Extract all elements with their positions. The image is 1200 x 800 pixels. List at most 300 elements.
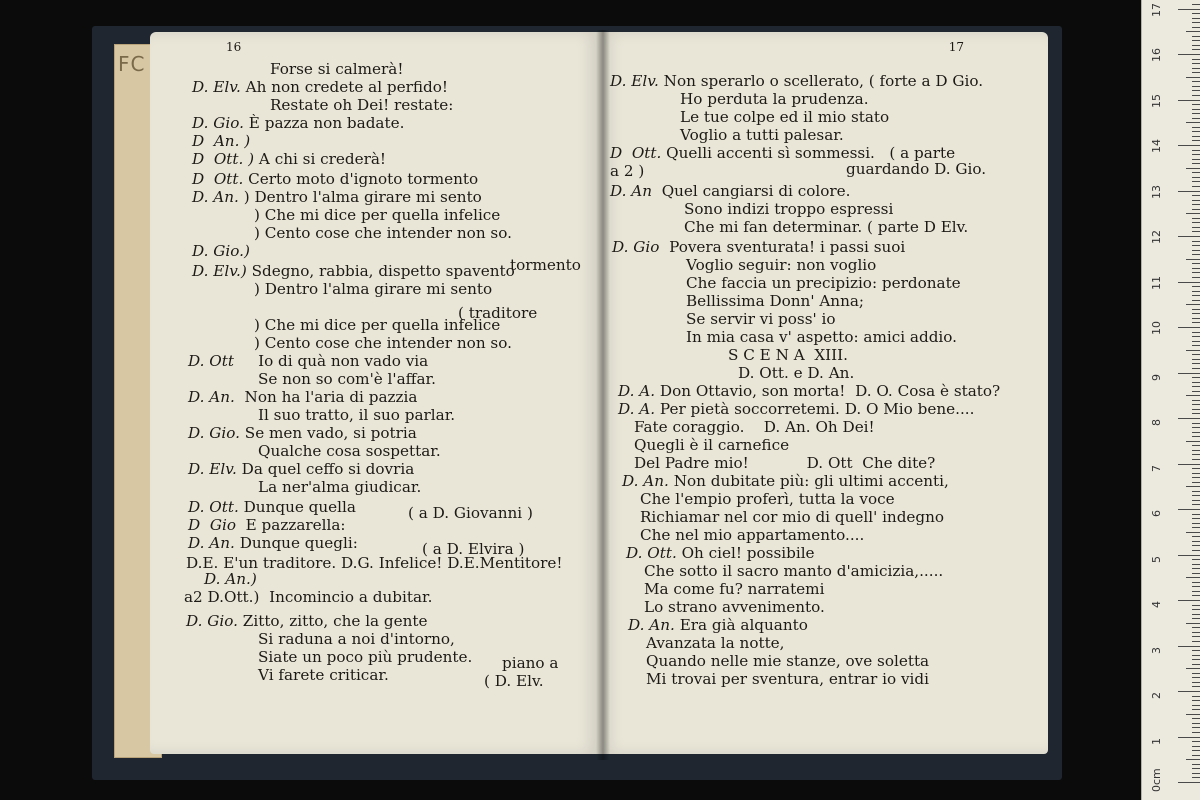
cover-label: FC — [118, 52, 146, 76]
verse-text: a2 D.Ott.) Incomincio a dubitar. — [184, 588, 433, 606]
ruler-tick — [1192, 59, 1200, 60]
ruler-tick — [1192, 609, 1200, 610]
speaker-label: D. An. — [188, 534, 235, 552]
text-line — [646, 670, 929, 689]
text-line — [680, 126, 844, 145]
text-line — [644, 598, 825, 617]
verse-text: Qualche cosa sospettar. — [258, 442, 441, 460]
ruler-number: 11 — [1150, 275, 1163, 290]
text-line — [188, 424, 417, 443]
ruler-tick — [1186, 623, 1200, 624]
ruler-tick — [1192, 523, 1200, 524]
verse-text: Da quel ceffo si dovria — [236, 460, 415, 478]
speaker-label: D. Gio. — [188, 424, 240, 442]
verse-text: Certo moto d'ignoto tormento — [243, 170, 479, 188]
ruler-number: 10 — [1150, 321, 1163, 335]
text-line — [634, 436, 789, 455]
ruler-tick — [1192, 404, 1200, 405]
ruler-tick — [1192, 118, 1200, 119]
ruler-tick — [1192, 386, 1200, 387]
text-line — [188, 388, 417, 407]
text-line — [186, 612, 428, 631]
speaker-label: D. Gio. — [186, 612, 238, 630]
verse-text: Che nel mio appartamento.... — [640, 526, 865, 544]
verse-text: Era già alquanto — [674, 616, 808, 634]
ruler-tick — [1192, 22, 1200, 23]
ruler-number: 2 — [1150, 692, 1163, 699]
ruler-tick — [1178, 236, 1200, 237]
verse-text: Se servir vi poss' io — [686, 310, 836, 328]
ruler-tick — [1192, 450, 1200, 451]
ruler-number: 8 — [1150, 419, 1163, 426]
text-line — [686, 328, 957, 347]
measuring-ruler — [1141, 0, 1200, 800]
verse-text: Non ha l'aria di pazzia — [234, 388, 418, 406]
ruler-tick — [1192, 636, 1200, 637]
ruler-tick — [1192, 427, 1200, 428]
speaker-label: D. An.) — [204, 570, 257, 588]
ruler-tick — [1178, 54, 1200, 55]
text-line — [628, 616, 808, 635]
ruler-tick — [1192, 750, 1200, 751]
text-line — [258, 370, 436, 389]
ruler-number: 14 — [1150, 139, 1163, 153]
ruler-tick — [1192, 746, 1200, 747]
ruler-number: 1 — [1150, 737, 1163, 745]
ruler-tick — [1178, 555, 1200, 556]
text-line — [192, 114, 404, 133]
ruler-tick — [1186, 77, 1200, 78]
verse-text: ) Che mi dice per quella infelice — [254, 316, 501, 334]
verse-text: Fate coraggio. D. An. Oh Dei! — [634, 418, 875, 436]
speaker-label: D. Gio.) — [192, 242, 250, 260]
ruler-number: 13 — [1150, 184, 1163, 199]
text-line — [646, 652, 929, 671]
text-line — [684, 200, 893, 219]
ruler-tick — [1192, 382, 1200, 383]
ruler-tick — [1192, 113, 1200, 114]
verse-text: Sono indizi troppo espressi — [684, 200, 894, 218]
left-page — [150, 32, 600, 754]
verse-text: Del Padre mio! D. Ott Che dite? — [634, 454, 936, 472]
text-line — [258, 442, 441, 461]
ruler-tick — [1186, 31, 1200, 32]
ruler-tick — [1192, 309, 1200, 310]
speaker-label: D. A. — [618, 400, 656, 418]
ruler-tick — [1192, 564, 1200, 565]
ruler-tick — [1192, 641, 1200, 642]
verse-text: Lo strano avvenimento. — [644, 598, 825, 616]
text-line — [686, 256, 876, 275]
text-line — [188, 352, 428, 371]
ruler-tick — [1192, 341, 1200, 342]
speaker-label: D. Ott. — [188, 498, 239, 516]
speaker-label: D Gio — [188, 516, 236, 534]
ruler-tick — [1192, 727, 1200, 728]
ruler-tick — [1192, 318, 1200, 319]
ruler-tick — [1192, 172, 1200, 173]
ruler-tick — [1192, 268, 1200, 269]
ruler-tick — [1192, 723, 1200, 724]
ruler-number: 5 — [1150, 555, 1163, 563]
ruler-tick — [1192, 204, 1200, 205]
speaker-label: D An. ) — [192, 132, 251, 150]
text-line — [634, 418, 875, 437]
text-line — [188, 534, 358, 553]
verse-text: Ho perduta la prudenza. — [680, 90, 869, 108]
text-line — [192, 150, 386, 169]
speaker-label: D. Elv.) — [192, 262, 247, 280]
verse-text: E pazzarella: — [235, 516, 346, 534]
text-line — [502, 654, 558, 673]
ruler-tick — [1192, 209, 1200, 210]
text-line — [192, 170, 478, 189]
ruler-tick — [1192, 150, 1200, 151]
ruler-tick — [1192, 300, 1200, 301]
ruler-tick — [1192, 159, 1200, 160]
ruler-tick — [1192, 36, 1200, 37]
ruler-tick — [1192, 514, 1200, 515]
text-line — [270, 60, 403, 79]
verse-text: S C E N A XIII. — [728, 346, 848, 364]
ruler-number: 3 — [1150, 646, 1163, 654]
verse-text: Quel cangiarsi di colore. — [652, 182, 851, 200]
ruler-number: 16 — [1150, 48, 1163, 62]
verse-text: Il suo tratto, il suo parlar. — [258, 406, 456, 424]
ruler-tick — [1192, 468, 1200, 469]
ruler-tick — [1192, 436, 1200, 437]
text-line — [408, 504, 533, 523]
verse-text: Vi farete criticar. — [258, 666, 389, 684]
ruler-tick — [1186, 668, 1200, 669]
ruler-tick — [1192, 432, 1200, 433]
ruler-tick — [1192, 195, 1200, 196]
verse-text: Zitto, zitto, che la gente — [237, 612, 428, 630]
ruler-tick — [1192, 500, 1200, 501]
ruler-tick — [1192, 163, 1200, 164]
text-line — [510, 256, 581, 275]
verse-text: Che sotto il sacro manto d'amicizia,..... — [644, 562, 944, 580]
ruler-tick — [1192, 222, 1200, 223]
text-line — [610, 72, 983, 91]
verse-text: Io di quà non vado via — [233, 352, 429, 370]
ruler-tick — [1186, 213, 1200, 214]
verse-text: In mia casa v' aspetto: amici addio. — [686, 328, 957, 346]
text-line — [612, 238, 905, 257]
ruler-tick — [1192, 550, 1200, 551]
verse-text: Quando nelle mie stanze, ove soletta — [646, 652, 930, 670]
ruler-tick — [1178, 418, 1200, 419]
text-line — [184, 588, 432, 607]
ruler-tick — [1192, 777, 1200, 778]
ruler-tick — [1192, 595, 1200, 596]
ruler-tick — [1192, 582, 1200, 583]
ruler-tick — [1192, 473, 1200, 474]
ruler-tick — [1192, 277, 1200, 278]
text-line — [258, 478, 421, 497]
ruler-tick — [1192, 536, 1200, 537]
text-line — [188, 498, 356, 517]
ruler-tick — [1186, 122, 1200, 123]
speaker-label: D. A. — [618, 382, 656, 400]
speaker-label: D. Ott. — [626, 544, 677, 562]
ruler-tick — [1192, 504, 1200, 505]
verse-text: ( a D. Giovanni ) — [408, 504, 533, 522]
speaker-label: D. An — [610, 182, 653, 200]
ruler-number: 15 — [1150, 93, 1163, 108]
verse-text: Dunque quella — [238, 498, 356, 516]
speaker-label: D. Elv. — [610, 72, 659, 90]
ruler-tick — [1192, 18, 1200, 19]
ruler-tick — [1192, 482, 1200, 483]
ruler-tick — [1192, 227, 1200, 228]
ruler-tick — [1192, 354, 1200, 355]
ruler-tick — [1192, 332, 1200, 333]
ruler-tick — [1178, 373, 1200, 374]
text-line — [644, 562, 943, 581]
verse-text: Bellissima Donn' Anna; — [686, 292, 865, 310]
text-line — [192, 262, 515, 281]
verse-text: Sdegno, rabbia, dispetto spavento — [246, 262, 515, 280]
ruler-tick — [1192, 254, 1200, 255]
ruler-tick — [1192, 764, 1200, 765]
ruler-tick — [1192, 218, 1200, 219]
text-line — [738, 364, 854, 383]
ruler-tick — [1192, 109, 1200, 110]
text-line — [626, 544, 815, 563]
verse-text: piano a — [502, 654, 559, 672]
ruler-tick — [1192, 391, 1200, 392]
ruler-tick — [1178, 509, 1200, 510]
ruler-tick — [1192, 709, 1200, 710]
ruler-number: 7 — [1150, 464, 1163, 472]
speaker-label: D. Elv. — [188, 460, 237, 478]
ruler-tick — [1192, 359, 1200, 360]
verse-text: Richiamar nel cor mio di quell' indegno — [640, 508, 945, 526]
verse-text: Avanzata la notte, — [646, 634, 785, 652]
ruler-tick — [1186, 486, 1200, 487]
text-line — [254, 206, 500, 225]
ruler-tick — [1192, 673, 1200, 674]
ruler-tick — [1186, 441, 1200, 442]
verse-text: La ner'alma giudicar. — [258, 478, 422, 496]
text-line — [618, 382, 1000, 401]
verse-text: Se non so com'è l'affar. — [258, 370, 436, 388]
ruler-tick — [1178, 646, 1200, 647]
ruler-tick — [1192, 136, 1200, 137]
ruler-tick — [1192, 527, 1200, 528]
speaker-label: D Ott. — [192, 170, 244, 188]
ruler-number: 12 — [1150, 230, 1163, 244]
ruler-tick — [1178, 282, 1200, 283]
ruler-tick — [1192, 541, 1200, 542]
text-line — [258, 666, 389, 685]
ruler-tick — [1192, 231, 1200, 232]
ruler-tick — [1186, 532, 1200, 533]
verse-text: Per pietà soccorretemi. D. O Mio bene.... — [655, 400, 975, 418]
verse-text: Le tue colpe ed il mio stato — [680, 108, 890, 126]
ruler-tick — [1192, 245, 1200, 246]
speaker-label: D Ott. — [610, 144, 662, 162]
ruler-tick — [1192, 573, 1200, 574]
ruler-tick — [1192, 718, 1200, 719]
ruler-tick — [1192, 140, 1200, 141]
verse-text: A chi si crederà! — [254, 150, 387, 168]
ruler-tick — [1192, 568, 1200, 569]
text-line — [646, 634, 785, 653]
verse-text: ) Dentro l'alma girare mi sento — [238, 188, 482, 206]
text-line — [610, 162, 644, 181]
verse-text: Che mi fan determinar. ( parte D Elv. — [684, 218, 969, 236]
text-line — [254, 334, 512, 353]
text-line — [254, 316, 500, 335]
ruler-tick — [1186, 259, 1200, 260]
verse-text: È pazza non badate. — [243, 114, 405, 132]
ruler-tick — [1186, 304, 1200, 305]
verse-text: Quegli è il carnefice — [634, 436, 790, 454]
ruler-tick — [1178, 145, 1200, 146]
text-line — [644, 580, 824, 599]
verse-text: ( D. Elv. — [484, 672, 544, 690]
verse-text: Che faccia un precipizio: perdonate — [686, 274, 961, 292]
ruler-tick — [1192, 86, 1200, 87]
text-line — [846, 160, 986, 179]
ruler-tick — [1192, 655, 1200, 656]
ruler-tick — [1192, 200, 1200, 201]
ruler-tick — [1192, 90, 1200, 91]
ruler-tick — [1178, 737, 1200, 738]
text-line — [258, 648, 472, 667]
ruler-tick — [1192, 377, 1200, 378]
verse-text: guardando D. Gio. — [846, 160, 987, 178]
ruler-tick — [1192, 732, 1200, 733]
ruler-tick — [1178, 327, 1200, 328]
ruler-tick — [1192, 409, 1200, 410]
ruler-tick — [1178, 100, 1200, 101]
text-line — [254, 280, 492, 299]
ruler-tick — [1192, 250, 1200, 251]
text-line — [684, 218, 968, 237]
ruler-tick — [1192, 131, 1200, 132]
ruler-tick — [1192, 677, 1200, 678]
ruler-tick — [1192, 559, 1200, 560]
verse-text: ) Che mi dice per quella infelice — [254, 206, 501, 224]
verse-text: Siate un poco più prudente. — [258, 648, 473, 666]
text-line — [192, 188, 482, 207]
verse-text: Ma come fu? narratemi — [644, 580, 825, 598]
text-line — [192, 242, 250, 261]
text-line — [640, 490, 895, 509]
ruler-tick — [1192, 686, 1200, 687]
ruler-tick — [1192, 345, 1200, 346]
ruler-tick — [1192, 413, 1200, 414]
verse-text: Voglio a tutti palesar. — [680, 126, 844, 144]
ruler-number: 17 — [1150, 2, 1163, 17]
ruler-tick — [1186, 395, 1200, 396]
speaker-label: D. An. — [188, 388, 235, 406]
verse-text: a 2 ) — [610, 162, 645, 180]
text-line — [622, 472, 949, 491]
text-line — [484, 672, 544, 691]
text-line — [270, 96, 453, 115]
ruler-tick — [1178, 9, 1200, 10]
verse-text: D. Ott. e D. An. — [738, 364, 855, 382]
text-line — [686, 292, 864, 311]
ruler-tick — [1186, 168, 1200, 169]
ruler-tick — [1192, 664, 1200, 665]
text-line — [204, 570, 257, 589]
ruler-tick — [1192, 336, 1200, 337]
text-line — [192, 132, 250, 151]
verse-text: Forse si calmerà! — [270, 60, 404, 78]
text-line — [258, 630, 455, 649]
ruler-tick — [1192, 95, 1200, 96]
verse-text: Don Ottavio, son morta! D. O. Cosa è stato? — [655, 382, 1001, 400]
text-line — [686, 274, 961, 293]
verse-text: ( a D. Elvira ) — [422, 540, 525, 558]
ruler-tick — [1186, 714, 1200, 715]
ruler-tick — [1192, 741, 1200, 742]
ruler-tick — [1192, 650, 1200, 651]
ruler-tick — [1192, 4, 1200, 5]
speaker-label: D. Gio — [612, 238, 660, 256]
ruler-tick — [1192, 705, 1200, 706]
text-line — [640, 508, 944, 527]
ruler-tick — [1192, 682, 1200, 683]
ruler-tick — [1192, 755, 1200, 756]
verse-text: Restate oh Dei! restate: — [270, 96, 454, 114]
speaker-label: D. Ott — [188, 352, 234, 370]
text-line — [686, 310, 836, 329]
speaker-label: D. An. — [628, 616, 675, 634]
verse-text: Se men vado, si potria — [239, 424, 417, 442]
ruler-tick — [1192, 368, 1200, 369]
right-page-number: 17 — [948, 40, 964, 54]
ruler-tick — [1192, 295, 1200, 296]
ruler-tick — [1192, 154, 1200, 155]
left-page-number: 16 — [226, 40, 242, 54]
ruler-tick — [1192, 659, 1200, 660]
ruler-tick — [1192, 518, 1200, 519]
speaker-label: D. An. — [192, 188, 239, 206]
speaker-label: D Ott. ) — [192, 150, 255, 168]
ruler-tick — [1192, 491, 1200, 492]
verse-text: Non dubitate più: gli ultimi accenti, — [668, 472, 949, 490]
ruler-tick — [1192, 605, 1200, 606]
ruler-tick — [1192, 27, 1200, 28]
right-page — [600, 32, 1048, 754]
ruler-tick — [1192, 241, 1200, 242]
text-line — [188, 460, 414, 479]
ruler-tick — [1192, 459, 1200, 460]
speaker-label: D. An. — [622, 472, 669, 490]
text-line — [258, 406, 455, 425]
verse-text: tormento — [510, 256, 581, 274]
ruler-tick — [1192, 263, 1200, 264]
ruler-tick — [1192, 618, 1200, 619]
text-line — [610, 182, 850, 201]
ruler-tick — [1192, 127, 1200, 128]
verse-text: Dunque quegli: — [234, 534, 358, 552]
ruler-tick — [1192, 104, 1200, 105]
ruler-tick — [1192, 445, 1200, 446]
ruler-tick — [1192, 13, 1200, 14]
ruler-tick — [1192, 49, 1200, 50]
ruler-number: 6 — [1150, 510, 1163, 517]
ruler-unit-label: 0cm — [1150, 768, 1163, 792]
text-line — [254, 224, 512, 243]
ruler-tick — [1192, 181, 1200, 182]
